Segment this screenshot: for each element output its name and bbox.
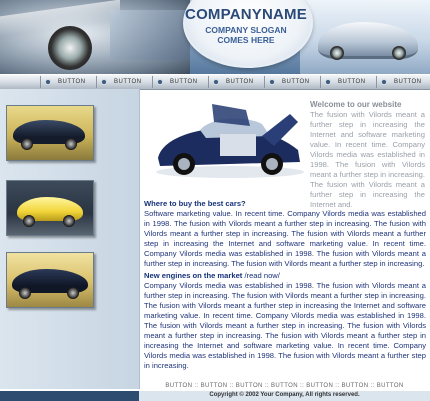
section-paragraph-new-engines: Company Vilords media was established in 1998. The fusion with Vilords meant a further step in increasing. The fusion with Vilords meant a further step in increasing. The fusion with Vilords meant a further step in increasing the Internet and software marketing value. In recent time. Company Vilords media was established in 1998. The fusion with Vilords meant a further step in increasing. The fusion with Vilords meant a further step in increasing. The fusion with Vilords meant a further step in increasing the Internet and software marketing value. In recent time. Company Vilords media was established in 1998. The fusion with Vilords meant a further step in increasing.: [144, 281, 426, 370]
nav-button-label: BUTTON: [338, 79, 366, 85]
car-wheel-icon: [330, 46, 344, 60]
header-car-photo: [0, 0, 190, 74]
slogan-line-1: COMPANY SLOGAN: [205, 25, 287, 35]
round-dot-icon: [381, 79, 387, 85]
nav-separator: [264, 76, 265, 88]
round-dot-icon: [325, 79, 331, 85]
nav-button-4[interactable]: [213, 77, 254, 87]
company-slogan: [183, 25, 309, 45]
header-banner: [0, 0, 430, 74]
copyright-text: Copyright © 2002 Your Company, All rights reserved.: [209, 392, 360, 398]
nav-separator: [320, 76, 321, 88]
section-paragraph-best-cars: Software marketing value. In recent time. Company Vilords media was established in 1998. The fusion with Vilords meant a further step in increasing. The fusion with Vilords meant a further step in increasing. The fusion with Vilords meant a further step in increasing the Internet and software marketing value. In recent time. Company Vilords media was established in 1998. The fusion with Vilords meant a further step in increasing. The fusion with Vilords meant a further step in increasing.: [144, 209, 426, 268]
round-dot-icon: [157, 79, 163, 85]
round-dot-icon: [269, 79, 275, 85]
nav-button-5[interactable]: [269, 77, 310, 87]
nav-button-label: BUTTON: [58, 79, 86, 85]
left-sidebar: [0, 89, 140, 389]
nav-button-label: BUTTON: [114, 79, 142, 85]
nav-separator: [40, 76, 41, 88]
car-thumbnail-2[interactable]: [6, 180, 94, 236]
company-name: COMPANYNAME: [185, 6, 307, 23]
featured-car-image: [150, 100, 305, 180]
nav-button-1[interactable]: [45, 77, 86, 87]
car-wheel-icon: [392, 46, 406, 60]
header-car-side-photo: [300, 0, 430, 74]
footer-navigation[interactable]: BUTTON :: BUTTON :: BUTTON :: BUTTON :: BUTTON :: BUTTON :: BUTTON: [165, 383, 404, 389]
nav-separator: [96, 76, 97, 88]
nav-separator: [208, 76, 209, 88]
car-thumbnail-1[interactable]: [6, 105, 94, 161]
round-dot-icon: [45, 79, 51, 85]
welcome-paragraph: The fusion with Vilords meant a further step in increasing the Internet and software marketing value. In recent time. Company Vilords media was established in 1998. The fusion with Vilords meant a further step in increasing. The fusion with Vilords meant a further step in increasing the Internet and.: [310, 110, 425, 209]
nav-button-2[interactable]: [101, 77, 142, 87]
section-heading-text: New engines on the market: [144, 271, 243, 280]
nav-separator: [152, 76, 153, 88]
nav-button-label: BUTTON: [394, 79, 422, 85]
nav-separator: [376, 76, 377, 88]
round-dot-icon: [101, 79, 107, 85]
section-heading-best-cars: Where to buy the best cars?: [144, 199, 246, 208]
nav-button-7[interactable]: [381, 77, 422, 87]
nav-button-label: BUTTON: [226, 79, 254, 85]
welcome-heading: Welcome to our website: [310, 100, 402, 109]
nav-button-6[interactable]: [325, 77, 366, 87]
round-dot-icon: [213, 79, 219, 85]
section-heading-new-engines: [144, 271, 280, 280]
top-navigation: [0, 74, 430, 90]
car-thumbnail-3[interactable]: [6, 252, 94, 308]
nav-button-3[interactable]: [157, 77, 198, 87]
slogan-line-2: COMES HERE: [217, 35, 275, 45]
read-now-link[interactable]: /read now/: [242, 271, 280, 280]
footer-dark-strip: [0, 391, 139, 401]
nav-button-label: BUTTON: [282, 79, 310, 85]
nav-button-label: BUTTON: [170, 79, 198, 85]
car-wheel-icon: [48, 26, 92, 70]
